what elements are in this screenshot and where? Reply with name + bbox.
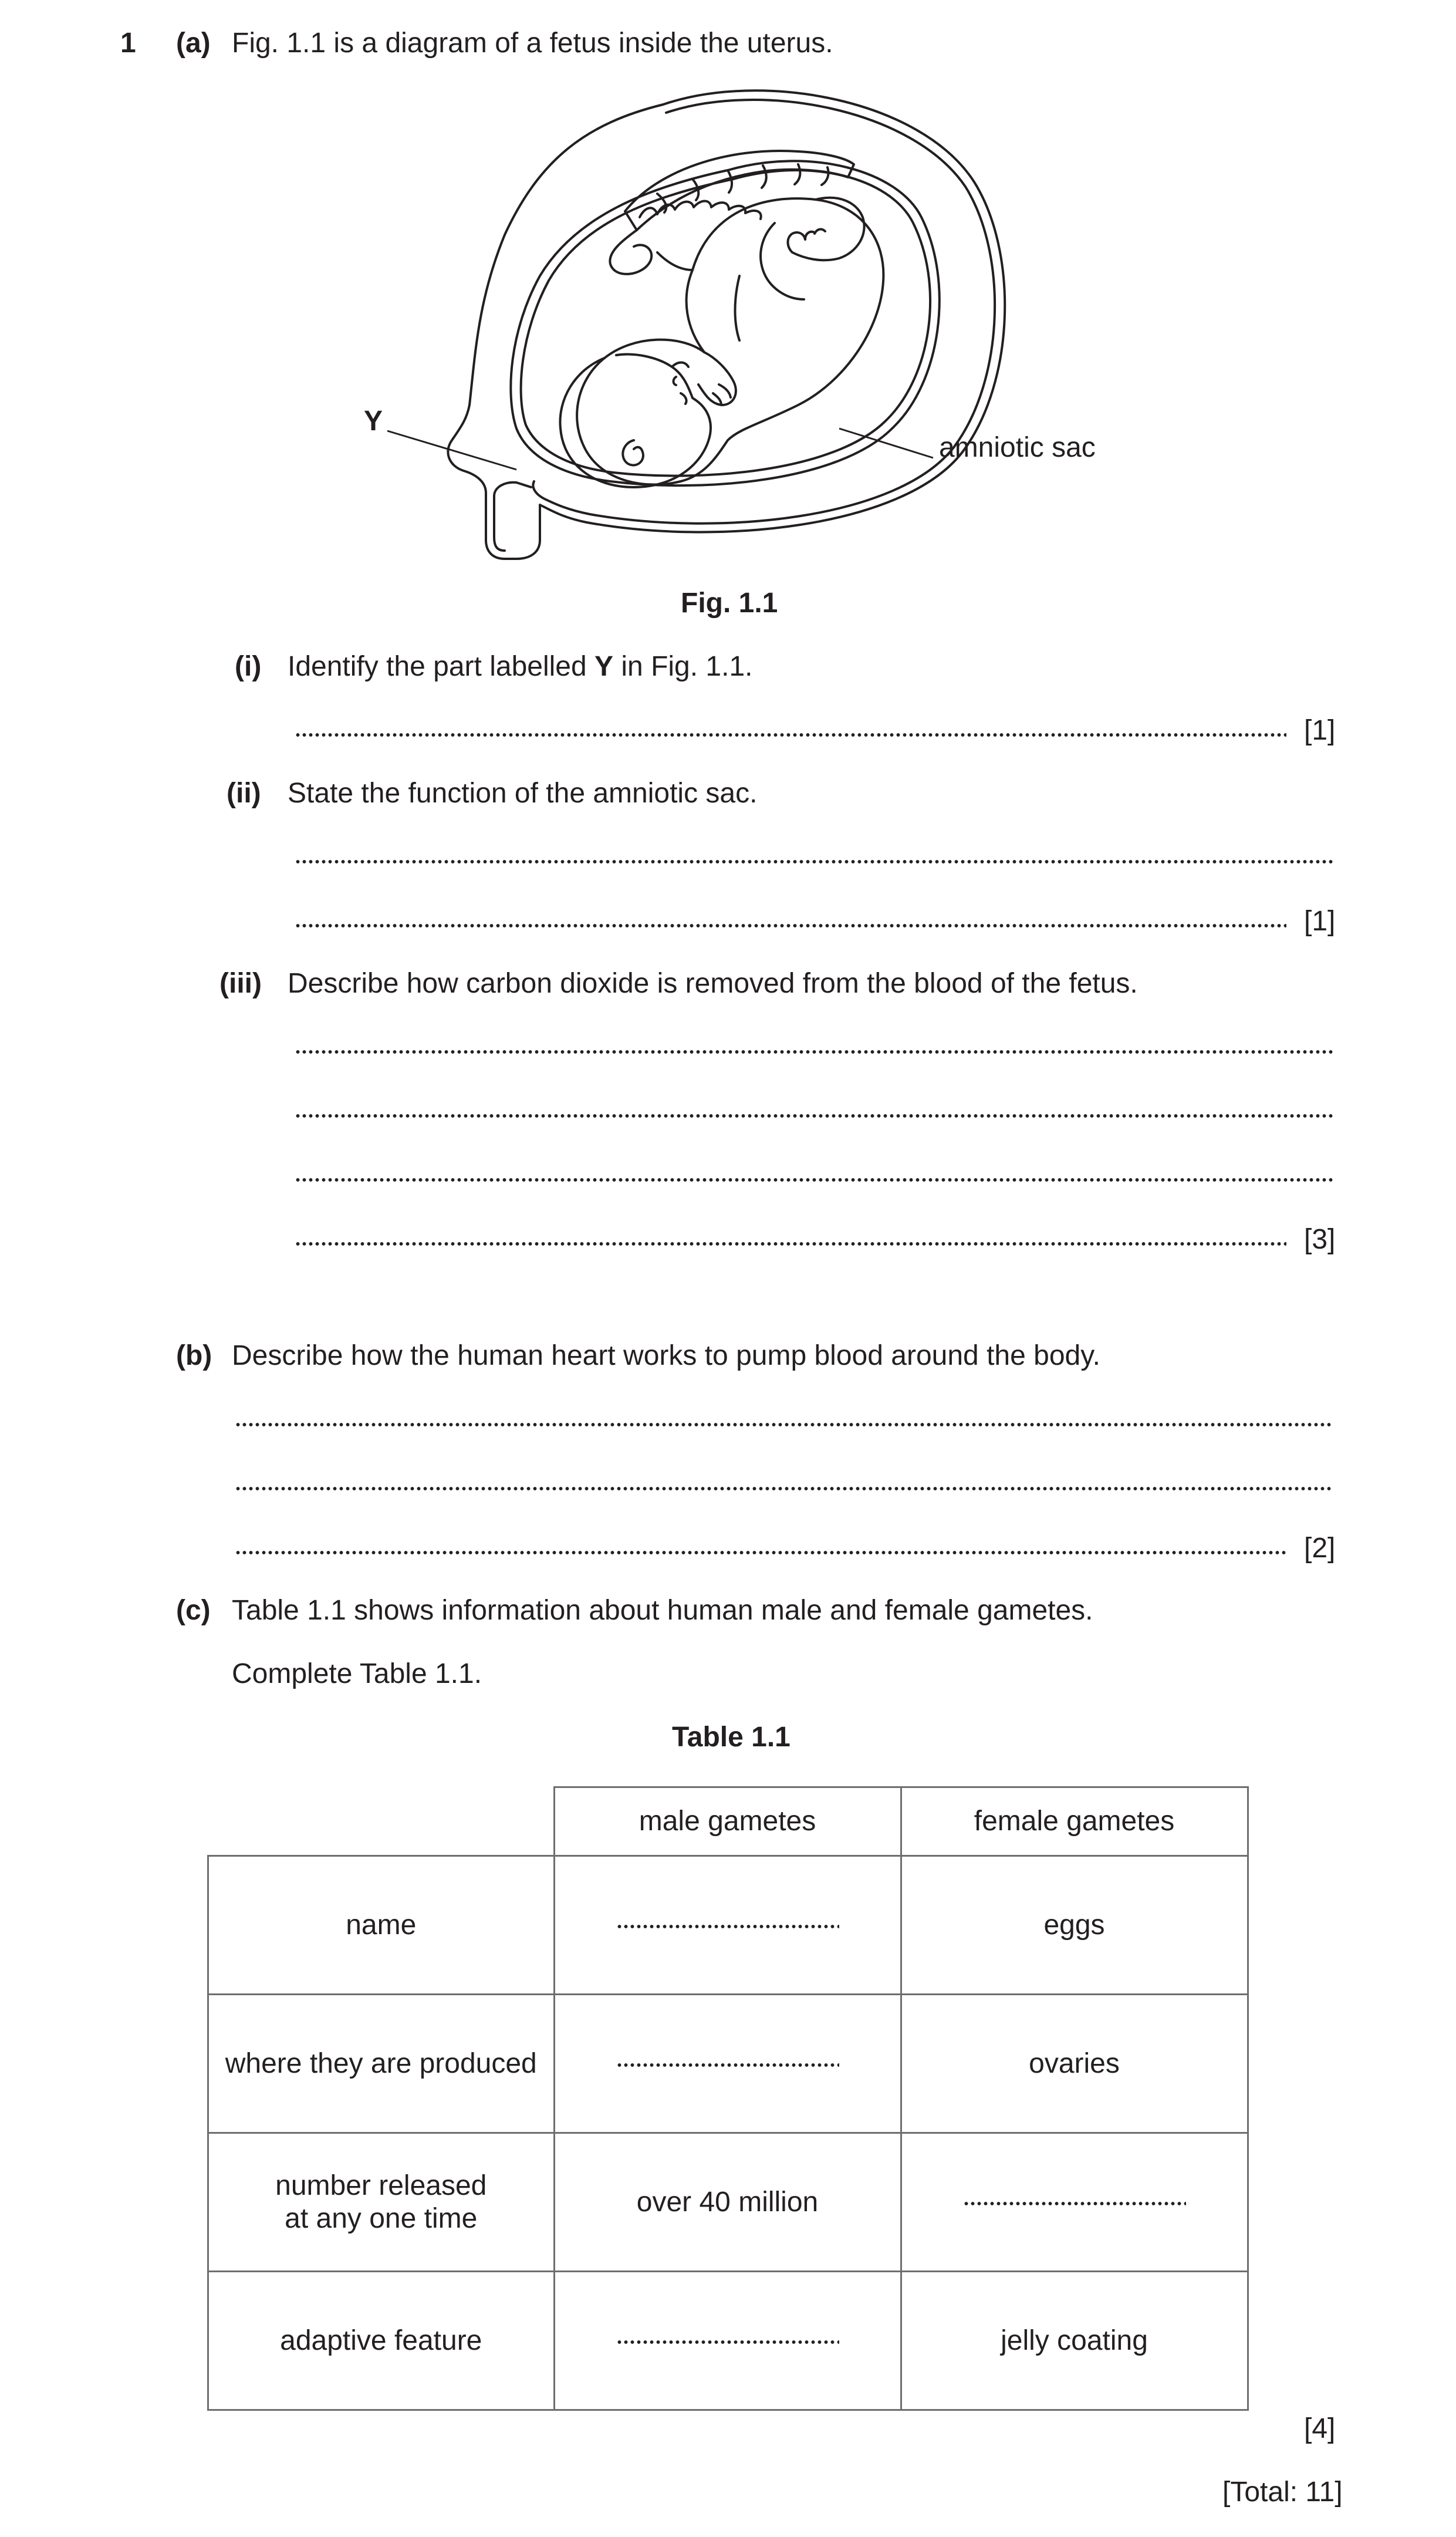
mark-iii: [3] bbox=[1304, 1224, 1336, 1255]
table-corner-cell bbox=[208, 1787, 555, 1856]
mark-c: [4] bbox=[1304, 2413, 1336, 2444]
row-label-number-line1: number released bbox=[275, 2170, 487, 2201]
sub-i-text-bold: Y bbox=[594, 651, 614, 682]
figure-label-y: Y bbox=[364, 406, 383, 437]
table-header-female: female gametes bbox=[901, 1787, 1248, 1856]
figure-caption: Fig. 1.1 bbox=[681, 588, 778, 619]
answer-line-ii-1[interactable] bbox=[295, 858, 1333, 866]
table-header-row bbox=[208, 1787, 1248, 1856]
part-c-question: Table 1.1 shows information about human male and female gametes. bbox=[232, 1595, 1093, 1626]
sub-i-text-before: Identify the part labelled bbox=[288, 651, 595, 682]
row-label-number-line2: at any one time bbox=[285, 2202, 478, 2234]
table-row bbox=[208, 2272, 1248, 2410]
row-label-number bbox=[208, 2133, 555, 2272]
row-label-name: name bbox=[208, 1856, 555, 1995]
row-label-adaptive: adaptive feature bbox=[208, 2272, 555, 2410]
answer-line-iii-4[interactable] bbox=[295, 1240, 1286, 1248]
sub-i-text-after: in Fig. 1.1. bbox=[613, 651, 753, 682]
answer-dots-male-adaptive[interactable] bbox=[616, 2338, 839, 2346]
mark-b: [2] bbox=[1304, 1533, 1336, 1564]
answer-line-iii-2[interactable] bbox=[295, 1112, 1333, 1120]
answer-line-i-1[interactable] bbox=[295, 731, 1286, 739]
fetus-leg bbox=[788, 198, 864, 260]
part-c-instruction: Complete Table 1.1. bbox=[232, 1658, 482, 1689]
cell-female-adaptive: jelly coating bbox=[901, 2272, 1248, 2410]
cell-female-name: eggs bbox=[901, 1856, 1248, 1995]
sub-i-label: (i) bbox=[235, 651, 262, 682]
total-mark: [Total: 11] bbox=[1222, 2477, 1343, 2508]
part-b-question: Describe how the human heart works to pump blood around the body. bbox=[232, 1340, 1100, 1371]
umbilical-cord bbox=[610, 230, 692, 274]
answer-line-b-1[interactable] bbox=[235, 1421, 1333, 1429]
answer-line-iii-1[interactable] bbox=[295, 1048, 1333, 1056]
row-label-produced: where they are produced bbox=[208, 1995, 555, 2133]
table-title: Table 1.1 bbox=[672, 1722, 791, 1753]
mark-i: [1] bbox=[1304, 715, 1336, 746]
fetus-hands bbox=[698, 352, 736, 405]
cell-female-number[interactable] bbox=[901, 2133, 1248, 2272]
figure-label-amniotic-sac: amniotic sac bbox=[939, 432, 1096, 463]
fetus-uterus-diagram bbox=[329, 76, 1162, 564]
cell-male-adaptive[interactable] bbox=[554, 2272, 901, 2410]
amniotic-sac bbox=[511, 161, 939, 485]
part-c-label: (c) bbox=[176, 1595, 211, 1626]
table-row bbox=[208, 1995, 1248, 2133]
cell-male-name[interactable] bbox=[554, 1856, 901, 1995]
answer-line-iii-3[interactable] bbox=[295, 1176, 1333, 1184]
answer-line-ii-2[interactable] bbox=[295, 922, 1286, 930]
gametes-table bbox=[207, 1786, 1249, 2411]
cell-female-produced: ovaries bbox=[901, 1995, 1248, 2133]
part-a-label: (a) bbox=[176, 28, 211, 59]
mark-ii: [1] bbox=[1304, 906, 1336, 937]
part-b-label: (b) bbox=[176, 1340, 212, 1371]
cell-male-produced[interactable] bbox=[554, 1995, 901, 2133]
table-row bbox=[208, 2133, 1248, 2272]
sub-i-question bbox=[288, 650, 752, 683]
answer-dots-female-number[interactable] bbox=[963, 2199, 1186, 2208]
sub-ii-label: (ii) bbox=[227, 778, 261, 809]
sub-ii-question: State the function of the amniotic sac. bbox=[288, 778, 758, 809]
table-row bbox=[208, 1856, 1248, 1995]
answer-line-b-3[interactable] bbox=[235, 1548, 1286, 1557]
cell-male-number: over 40 million bbox=[554, 2133, 901, 2272]
answer-dots-male-name[interactable] bbox=[616, 1922, 839, 1931]
part-a-intro: Fig. 1.1 is a diagram of a fetus inside the uterus. bbox=[232, 28, 833, 59]
answer-dots-male-produced[interactable] bbox=[616, 2061, 839, 2069]
answer-line-b-2[interactable] bbox=[235, 1485, 1333, 1493]
table-header-male: male gametes bbox=[554, 1787, 901, 1856]
sub-iii-question: Describe how carbon dioxide is removed from the blood of the fetus. bbox=[288, 968, 1138, 999]
question-number: 1 bbox=[120, 28, 136, 59]
sub-iii-label: (iii) bbox=[219, 968, 262, 999]
